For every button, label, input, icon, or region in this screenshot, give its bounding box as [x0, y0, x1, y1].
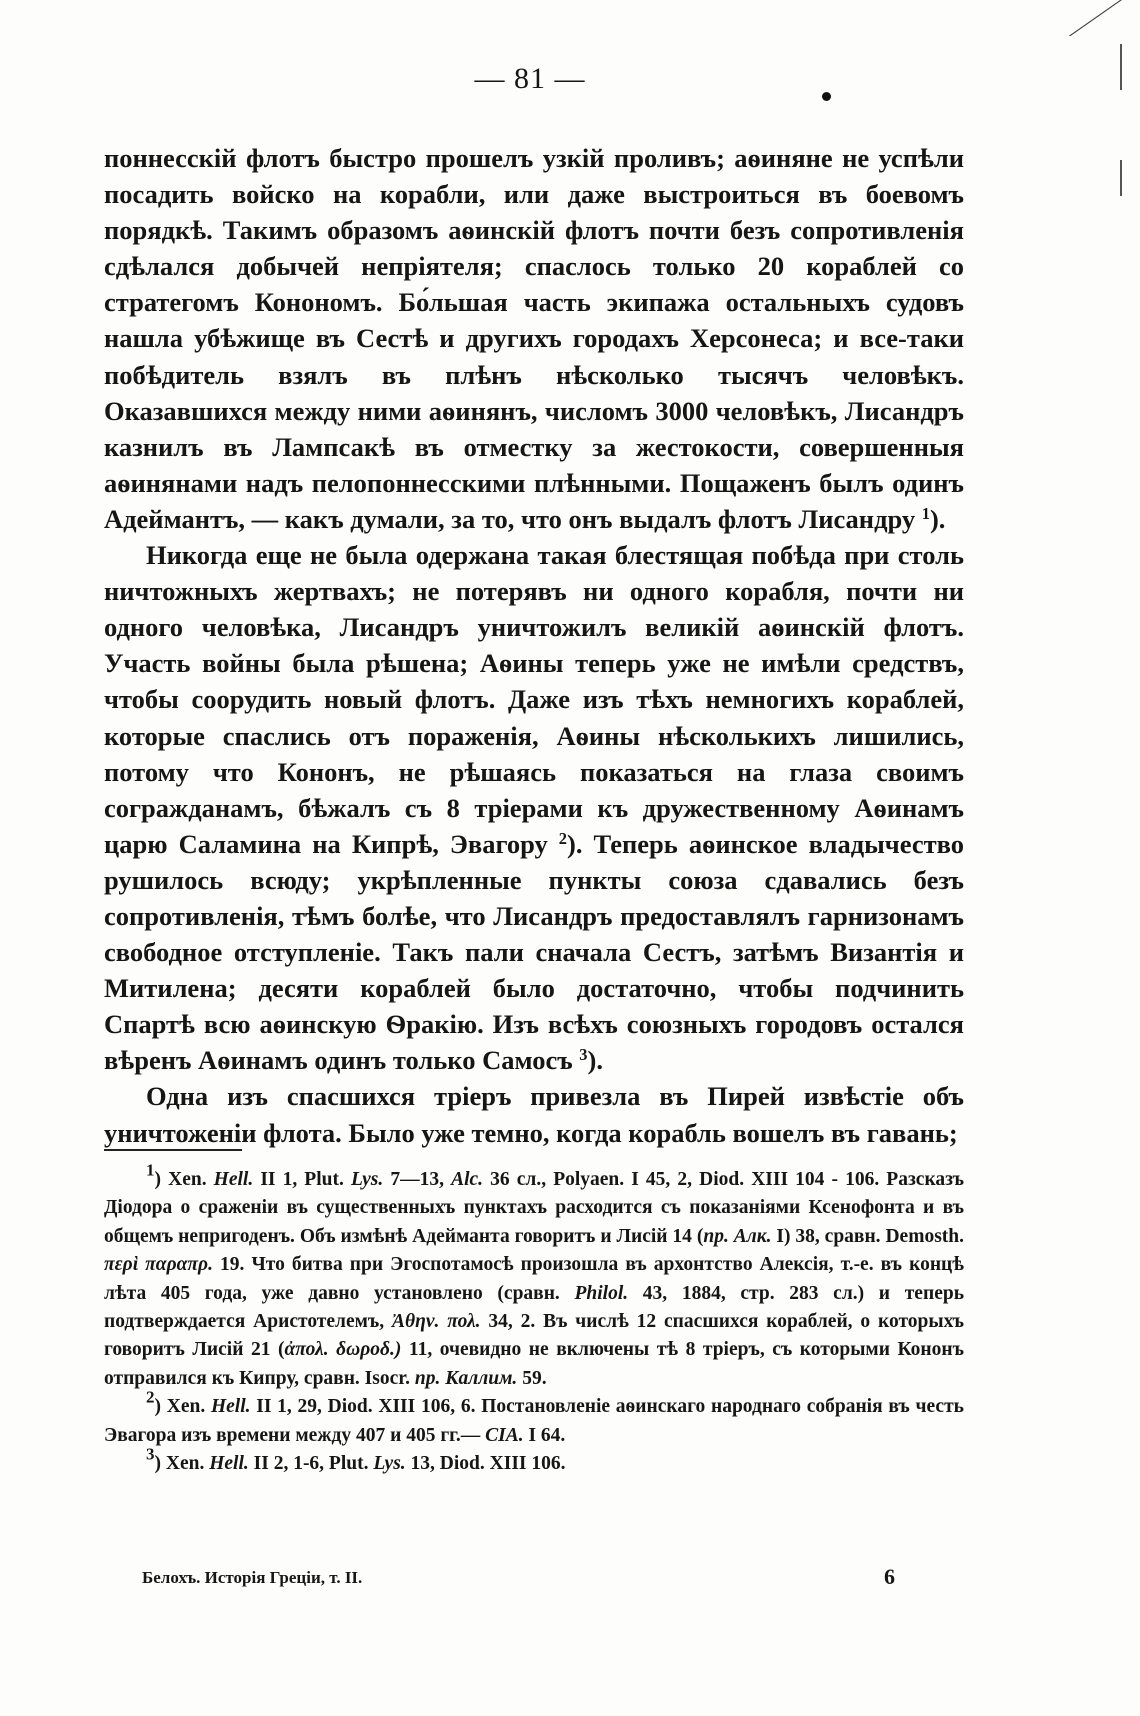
- main-text: [104, 140, 964, 1151]
- paragraph-text: Никогда еще не была одержана такая блестящая побѣда при столь ничтожныхъ жертвахъ; не потерявъ ни одного корабля, почти ни одного человѣка, Лисандръ уничтожилъ великій аѳинскій флотъ. Участь войны была рѣшена; Аѳины теперь уже не имѣли средствъ, чтобы соорудить новый флотъ. Даже изъ тѣхъ немногихъ кораблей, которые спаслись отъ пораженія, Аѳины нѣсколькихъ лишились, потому что Кононъ, не рѣшаясь показаться на глаза своимъ согражданамъ, бѣжалъ съ 8 тріерами къ дружественному Аѳинамъ царю Саламина на Кипрѣ, Эвагору: [104, 540, 964, 859]
- footnote-run: 13, Diod. XIII 106.: [405, 1453, 566, 1475]
- page-number: — 81 —: [474, 62, 586, 95]
- margin-mark: [1120, 44, 1122, 90]
- footnote-run: Xen.: [166, 1396, 211, 1418]
- paragraph-text: поннесскій флотъ быстро прошелъ узкій проливъ; аѳиняне не успѣли посадить войско на корабли, или даже выстроиться въ боевомъ порядкѣ. Такимъ образомъ аѳинскій флотъ почти безъ сопротивленія сдѣлался добычей непріятеля; спаслось только 20 кораблей со стратегомъ Конономъ. Бо́льшая часть экипажа остальныхъ судовъ нашла убѣжище въ Сестѣ и другихъ городахъ Херсонеса; и все-таки побѣдитель взялъ въ плѣнъ нѣсколько тысячъ человѣкъ. Оказавшихся между ними аѳинянъ, числомъ 3000 человѣкъ, Лисандръ казнилъ въ Лампсакѣ въ отместку за жестокости, совершенныя аѳинянами надъ пелопоннесскими плѣнными. Пощаженъ былъ одинъ Адеймантъ, — какъ думали, за то, что онъ выдалъ флотъ Лисандру: [104, 143, 964, 534]
- footnote-separator: [104, 1149, 242, 1151]
- sheet-number: 6: [884, 1564, 895, 1589]
- footnote-run: Xen.: [165, 1453, 210, 1475]
- footnote-text: [104, 1169, 964, 1389]
- paragraph: [104, 1078, 964, 1150]
- footnote-run: 36 сл., Polyaen. I 45, 2, Diod. XIII 104 - 106. Разсказъ Діодора о сраженіи въ существенныхъ пунктахъ расходится съ показаніями Ксенофонта и въ общемъ непригоденъ. Объ измѣнѣ Адейманта говоритъ и Лисій 14 (: [104, 1169, 965, 1247]
- footnote: $^1$) Xen. Hell. II 1, Plut. Lys. 7—13, Alc. 36 сл., Polyaen. I 45, 2, Diod. XIII 104 - 106. Разсказъ Діодора о сраженіи въ существенныхъ пунктахъ расходится съ показаніями Ксенофонта и въ общемъ непригоденъ. Объ измѣнѣ Адейманта говоритъ и Лисій 14 (пр. Алк. I) 38, сравн. Demosth. περὶ παραπρ. 19. Что битва при Эгоспотамосѣ произошла въ архонтство Алексія, т.-е. въ концѣ лѣта 405 года, уже давно установлено (сравн. Philol. 43, 1884, стр. 283 сл.) и теперь подтверждается Аристотелемъ, Ἀθην. πολ. 34, 2. Въ числѣ 12 спасшихся кораблей, о которыхъ говоритъ Лисій 21 (ἀπολ. δωροδ.) 11, очевидно не включены тѣ 8 тріеръ, съ которыми Кононъ отправился къ Кипру, сравн. Isocr. пр. Каллим. 59.: [104, 1160, 965, 1389]
- citation-italic: Ἀθην. πολ.: [392, 1311, 481, 1333]
- footnote-ref[interactable]: 1: [921, 503, 930, 523]
- paragraph-text: Одна изъ спасшихся тріеръ привезла въ Пирей извѣстіе объ уничтоженіи флота. Было уже темно, когда корабль вошелъ въ гавань;: [104, 1081, 964, 1148]
- paragraph: [104, 537, 964, 1078]
- footnote: $^2$) Xen. Hell. II 1, 29, Diod. XIII 106, 6. Постановленіе аѳинскаго народнаго собранія въ честь Эвагора изъ времени между 407 и 405 гг.— CIA. I 64.: [104, 1387, 964, 1446]
- footnote-number: 2: [146, 1387, 155, 1407]
- citation-italic: Hell.: [213, 1169, 254, 1190]
- footnote-run: 7—13,: [383, 1169, 452, 1190]
- citation-italic: Hell.: [210, 1396, 251, 1418]
- paragraph-tail: ).: [587, 1045, 603, 1076]
- footnote-ref[interactable]: 3: [579, 1045, 588, 1065]
- footnote-run: II 1, 29, Diod. XIII 106, 6. Постановленіе аѳинскаго народнаго собранія въ честь Эвагора изъ времени между 407 и 405 гг.—: [104, 1396, 964, 1446]
- footnote-run: 19. Что битва при Эгоспотамосѣ произошла въ архонтство Алексія, т.-е. въ концѣ лѣта 405 года, уже давно установлено (сравн.: [104, 1254, 964, 1304]
- paragraph-text: ). Теперь аѳинское владычество рушилось всюду; укрѣпленные пункты союза сдавались безъ сопротивленія, тѣмъ болѣе, что Лисандръ предоставлялъ гарнизонамъ свободное отступленіе. Такъ пали сначала Сестъ, затѣмъ Византія и Митилена; десяти кораблей было достаточно, чтобы подчинить Спартѣ всю аѳинскую Ѳракію. Изъ всѣхъ союзныхъ городовъ остался вѣренъ Аѳинамъ одинъ только Самосъ: [104, 828, 964, 1076]
- footnote-run: 34, 2. Въ числѣ 12 спасшихся кораблей, о которыхъ говоритъ Лисій 21 (: [104, 1311, 964, 1361]
- footnote-ref[interactable]: 2: [558, 828, 568, 848]
- citation-italic: Hell.: [209, 1453, 249, 1475]
- citation-italic: Philol.: [574, 1282, 629, 1304]
- footnotes: [104, 1160, 965, 1478]
- citation-italic: ἀπολ. δωροδ.): [284, 1339, 402, 1361]
- ink-dot: [822, 92, 831, 101]
- citation-italic: Lys.: [350, 1169, 384, 1190]
- scan-corner-line: [1009, 0, 1122, 36]
- footnote-text: [104, 1396, 964, 1445]
- footnote: $^3$) Xen. Hell. II 2, 1-6, Plut. Lys. 13, Diod. XIII 106.: [146, 1444, 566, 1475]
- paragraph-tail: ).: [929, 503, 946, 534]
- footnote-run: 59.: [517, 1367, 547, 1389]
- paragraph: [104, 140, 964, 537]
- book-signature: Белохъ. Исторія Греціи, т. II.: [142, 1568, 363, 1587]
- footnote-run: II 2, 1-6, Plut.: [248, 1453, 374, 1475]
- footnote-run: I) 38, сравн. Demosth.: [771, 1225, 964, 1247]
- footnote-run: II 1, Plut.: [253, 1169, 351, 1190]
- footnote-run: 43, 1884, стр. 283 сл.) и теперь подтверждается Аристотелемъ,: [104, 1282, 964, 1333]
- footnote-number: 3: [146, 1444, 155, 1464]
- citation-italic: пр. Каллим.: [414, 1367, 518, 1389]
- footnote-number: 1: [146, 1160, 155, 1180]
- footnote-run: I 64.: [523, 1424, 566, 1446]
- footnote-text: [166, 1453, 566, 1474]
- citation-italic: Alc.: [451, 1169, 484, 1190]
- citation-italic: CIA.: [485, 1424, 524, 1446]
- footnote-run: Xen.: [168, 1169, 214, 1190]
- margin-mark: [1120, 160, 1122, 196]
- citation-italic: Lys.: [373, 1453, 406, 1475]
- footnote-run: 11, очевидно не включены тѣ 8 тріеръ, съ которыми Кононъ отправился къ Кипру, сравн. Isocr.: [104, 1339, 964, 1389]
- citation-italic: περὶ παραπρ.: [104, 1254, 213, 1276]
- citation-italic: пр. Алк.: [703, 1225, 772, 1247]
